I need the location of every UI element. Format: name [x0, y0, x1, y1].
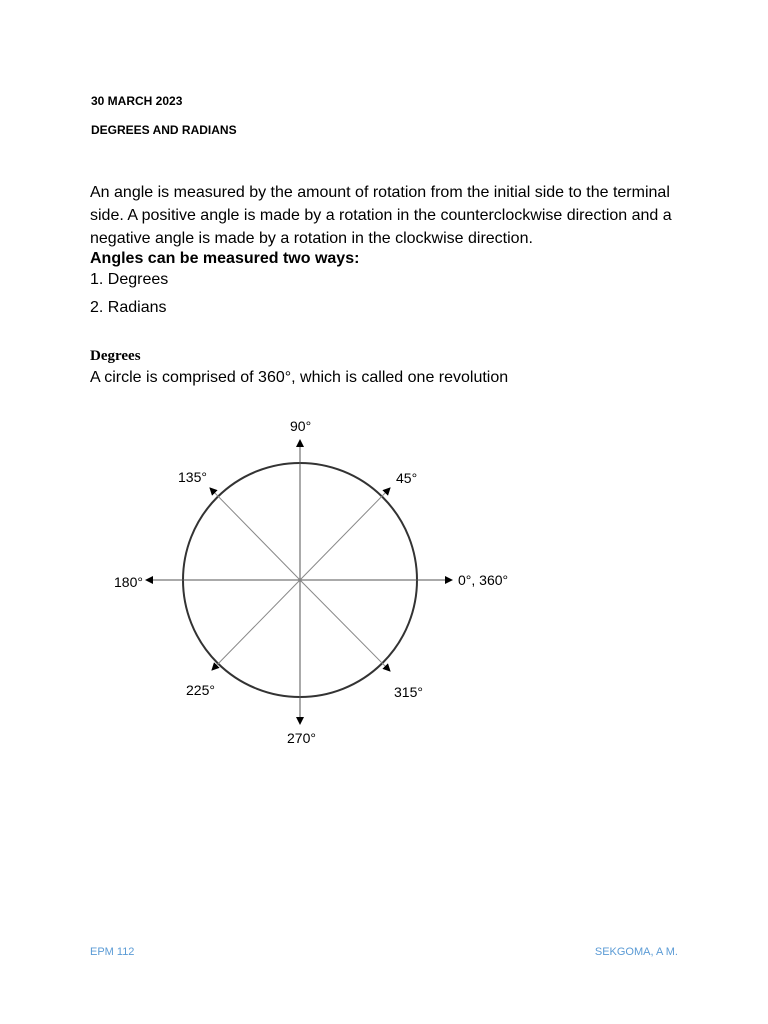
angle-circle-diagram: [100, 405, 520, 750]
list-item-radians: 2. Radians: [90, 299, 167, 316]
ray-315: [300, 580, 390, 671]
label-0-360: 0°, 360°: [458, 572, 509, 588]
label-270: 270°: [287, 730, 316, 746]
ray-45: [300, 488, 390, 580]
label-90: 90°: [290, 418, 312, 434]
footer-author: SEKGOMA, A M.: [594, 946, 678, 958]
document-date: 30 MARCH 2023: [91, 94, 183, 108]
label-225: 225°: [186, 682, 215, 698]
ray-225: [212, 580, 300, 670]
label-45: 45°: [396, 470, 418, 486]
footer-course-code: EPM 112: [90, 946, 135, 958]
ray-135: [210, 488, 300, 580]
label-180: 180°: [114, 574, 143, 590]
ways-heading: Angles can be measured two ways:: [90, 250, 360, 267]
label-135: 135°: [178, 469, 207, 485]
degrees-heading: Degrees: [90, 348, 141, 364]
label-315: 315°: [394, 684, 423, 700]
degrees-description: A circle is comprised of 360°, which is called one revolution: [90, 369, 509, 386]
document-topic: DEGREES AND RADIANS: [91, 123, 237, 137]
list-item-degrees: 1. Degrees: [90, 271, 169, 288]
intro-paragraph: An angle is measured by the amount of rotation from the initial side to the terminal side. A positive angle is made by a rotation in the counterclockwise direction and a negative angle is made by a rotation in the clockwise direction.: [90, 184, 672, 247]
